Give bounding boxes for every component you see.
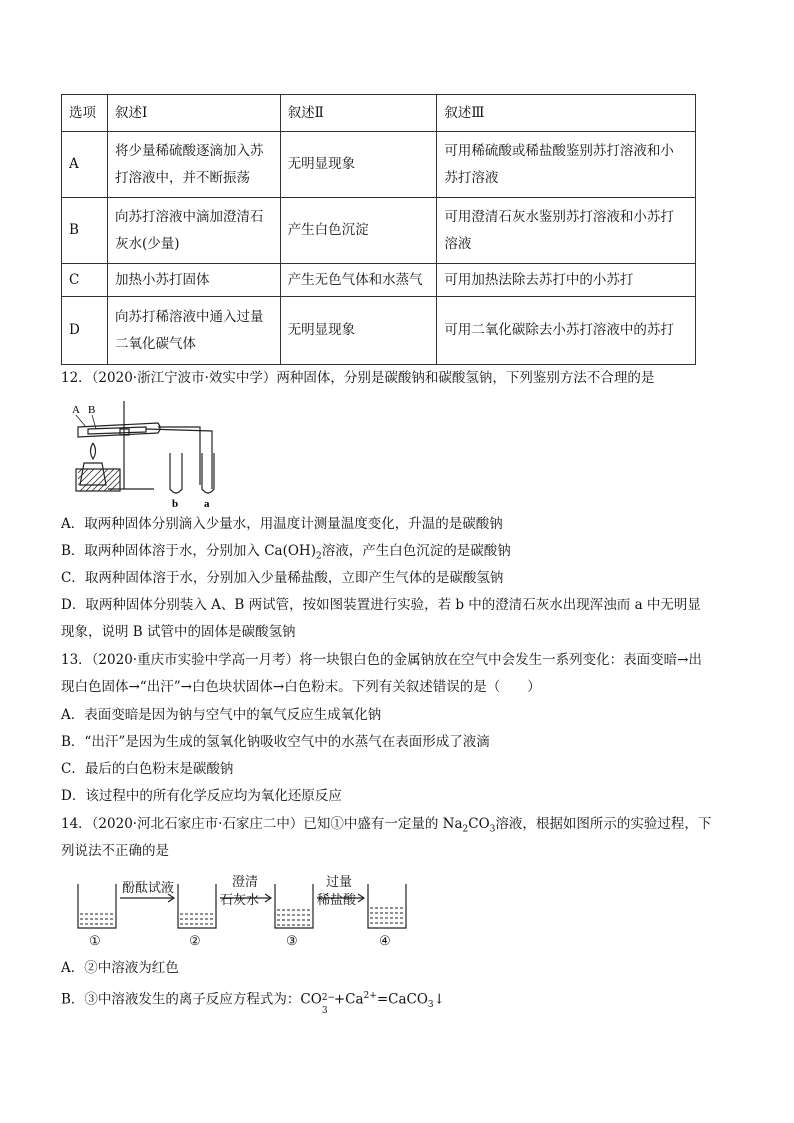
beaker-label-3: ③ (286, 933, 298, 948)
row-option: B (62, 198, 108, 264)
q12-option-b: B．取两种固体溶于水，分别加入 $Ca(OH)_2$溶液，产生白色沉淀的是碳酸钠 (61, 543, 511, 562)
row-option: A (62, 132, 108, 198)
row-statement-3: 可用稀硫酸或稀盐酸鉴别苏打溶液和小 苏打溶液 (437, 132, 696, 198)
fig-label-B: B (88, 404, 96, 416)
table-row (62, 297, 696, 365)
row-statement-3: 可用澄清石灰水鉴别苏打溶液和小苏打 溶液 (437, 198, 696, 264)
header-option: 选项 (62, 95, 108, 132)
q12-option-a: A．取两种固体分别滴入少量水，用温度计测量温度变化，升温的是碳酸钠 (61, 516, 503, 532)
fig-label-a: a (204, 498, 210, 510)
q14-option-a: A．②中溶液为红色 (61, 960, 179, 976)
row-statement-1: 加热小苏打固体 (107, 264, 280, 297)
comparison-table (61, 94, 696, 365)
header-statement-1: 叙述Ⅰ (107, 95, 280, 132)
q12-stem: 12．（2020·浙江宁波市·效实中学）两种固体，分别是碳酸钠和碳酸氢钠，下列鉴别方法不合理的是 (61, 370, 655, 386)
table-row (62, 264, 696, 297)
row-statement-2: 无明显现象 (280, 297, 437, 365)
header-statement-3: 叙述Ⅲ (437, 95, 696, 132)
q13-option-b: B．“出汗”是因为生成的氢氧化钠吸收空气中的水蒸气在表面形成了液滴 (61, 734, 490, 750)
q14-stem-line2: 列说法不正确的是 (61, 843, 169, 859)
q13-option-c: C．最后的白色粉末是碳酸钠 (61, 761, 234, 777)
row-statement-3: 可用加热法除去苏打中的小苏打 (437, 264, 696, 297)
arrow-label-dilute-hcl: 稀盐酸 (317, 892, 357, 907)
q12-option-d-line1: D．取两种固体分别装入 A、B 两试管，按如图装置进行实验，若 b 中的澄清石灰水出现浑浊而 a 中无明显 (61, 597, 701, 613)
q14-option-b: B．③中溶液发生的离子反应方程式为：CO 2− 3 $+Ca^{2+}=CaCO_3↓$ (61, 991, 445, 1016)
row-option: C (62, 264, 108, 297)
q13-stem-line1: 13．（2020·重庆市实验中学高一月考）将一块银白色的金属钠放在空气中会发生一系列变化：表面变暗→出 (61, 652, 702, 668)
fig-label-b: b (172, 498, 179, 510)
beaker-label-2: ② (189, 933, 201, 948)
table-row (62, 198, 696, 264)
beaker-label-4: ④ (379, 933, 391, 948)
arrow-label-phenolphthalein: 酚酞试液 (122, 880, 175, 895)
q14-beaker-sequence-figure (70, 872, 410, 950)
row-statement-2: 产生白色沉淀 (280, 198, 437, 264)
q12-option-d-line2: 现象，说明 B 试管中的固体是碳酸氢钠 (61, 624, 296, 640)
q12-apparatus-figure (66, 393, 226, 511)
beaker-label-1: ① (89, 933, 101, 948)
arrow-label-limewater: 石灰水 (220, 892, 260, 907)
q13-option-d: D．该过程中的所有化学反应均为氧化还原反应 (61, 788, 342, 804)
q13-stem-line2: 现白色固体→“出汗”→白色块状固体→白色粉末。下列有关叙述错误的是（ ） (61, 679, 541, 695)
row-statement-1: 向苏打稀溶液中通入过量 二氧化碳气体 (107, 297, 280, 365)
q12-option-c: C．取两种固体溶于水，分别加入少量稀盐酸，立即产生气体的是碳酸氢钠 (61, 570, 504, 586)
header-statement-2: 叙述Ⅱ (280, 95, 437, 132)
table-header-row (62, 95, 696, 132)
arrow-label-excess: 过量 (326, 874, 353, 889)
table-row (62, 132, 696, 198)
row-option: D (62, 297, 108, 365)
row-statement-2: 产生无色气体和水蒸气 (280, 264, 437, 297)
fig-label-A: A (72, 404, 80, 416)
row-statement-1: 将少量稀硫酸逐滴加入苏 打溶液中，并不断振荡 (107, 132, 280, 198)
row-statement-3: 可用二氧化碳除去小苏打溶液中的苏打 (437, 297, 696, 365)
row-statement-1: 向苏打溶液中滴加澄清石 灰水(少量) (107, 198, 280, 264)
arrow-label-clear: 澄清 (232, 874, 259, 889)
row-statement-2: 无明显现象 (280, 132, 437, 198)
q14-stem-line1: 14．（2020·河北石家庄市·石家庄二中）已知①中盛有一定量的 $Na_2CO_3$溶液，根据如图所示的实验过程，下 (61, 816, 712, 835)
q13-option-a: A．表面变暗是因为钠与空气中的氧气反应生成氧化钠 (61, 707, 382, 723)
